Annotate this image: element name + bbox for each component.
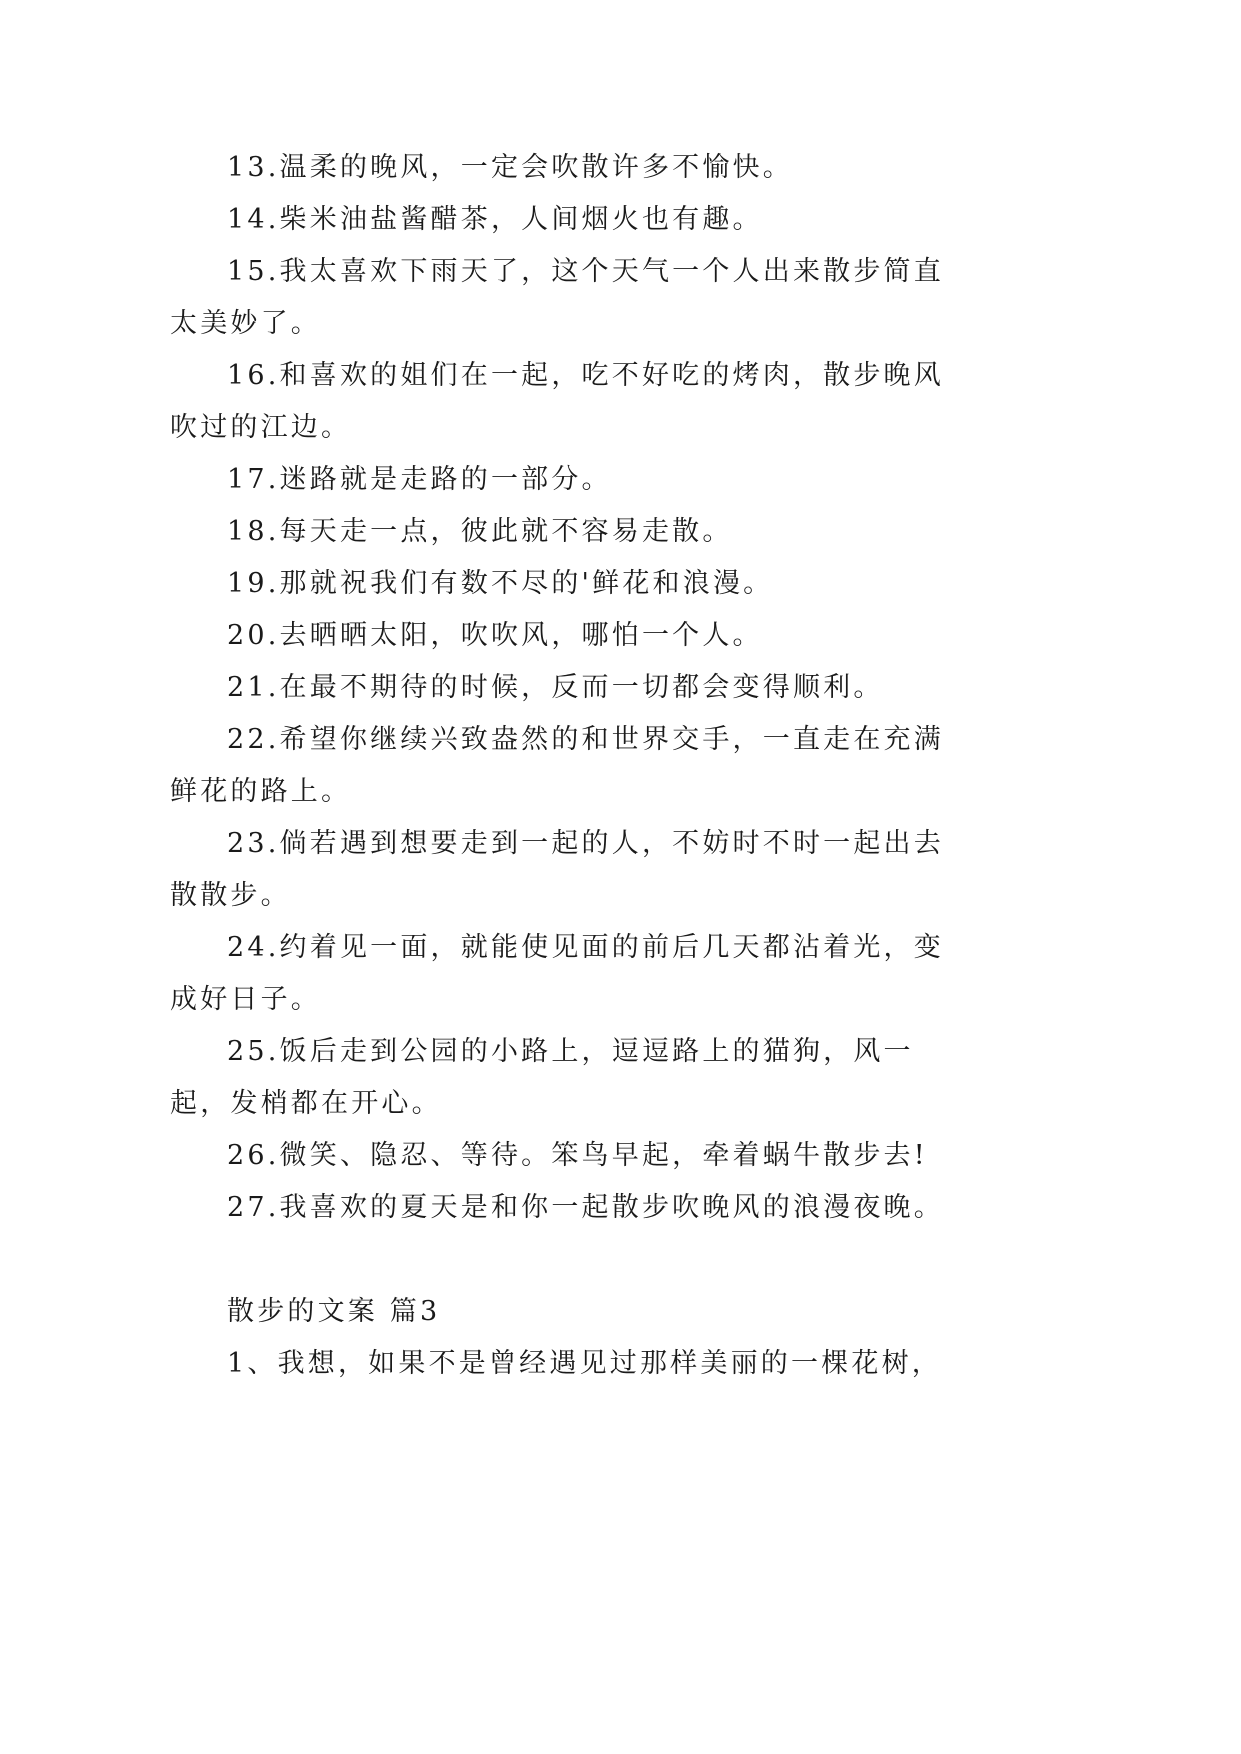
paragraph-24: 24.约着见一面，就能使见面的前后几天都沾着光，变成好日子。 [170,932,944,1015]
paragraph-23: 23.倘若遇到想要走到一起的人，不妨时不时一起出去散散步。 [170,828,944,911]
paragraph-16: 16.和喜欢的姐们在一起，吃不好吃的烤肉，散步晚风吹过的江边。 [170,360,944,443]
section-heading: 散步的文案 篇3 [227,1296,441,1327]
paragraph-20: 20.去晒晒太阳，吹吹风，哪怕一个人。 [227,620,763,651]
paragraph-21: 21.在最不期待的时候，反而一切都会变得顺利。 [227,672,884,703]
paragraph-27: 27.我喜欢的夏天是和你一起散步吹晚风的浪漫夜晚。 [227,1192,944,1223]
section-paragraph-1: 1、我想，如果不是曾经遇见过那样美丽的一棵花树， [227,1348,942,1379]
paragraph-22: 22.希望你继续兴致盎然的和世界交手，一直走在充满鲜花的路上。 [170,724,944,807]
paragraph-25: 25.饭后走到公园的小路上，逗逗路上的猫狗，风一起，发梢都在开心。 [170,1036,914,1119]
paragraph-13: 13.温柔的晚风，一定会吹散许多不愉快。 [227,152,793,183]
document-body [170,142,960,1390]
paragraph-18: 18.每天走一点，彼此就不容易走散。 [227,516,733,547]
paragraph-26: 26.微笑、隐忍、等待。笨鸟早起，牵着蜗牛散步去! [227,1140,928,1171]
paragraph-15: 15.我太喜欢下雨天了，这个天气一个人出来散步简直太美妙了。 [170,256,944,339]
paragraph-14: 14.柴米油盐酱醋茶，人间烟火也有趣。 [227,204,763,235]
paragraph-19: 19.那就祝我们有数不尽的'鲜花和浪漫。 [227,568,774,599]
paragraph-17: 17.迷路就是走路的一部分。 [227,464,612,495]
